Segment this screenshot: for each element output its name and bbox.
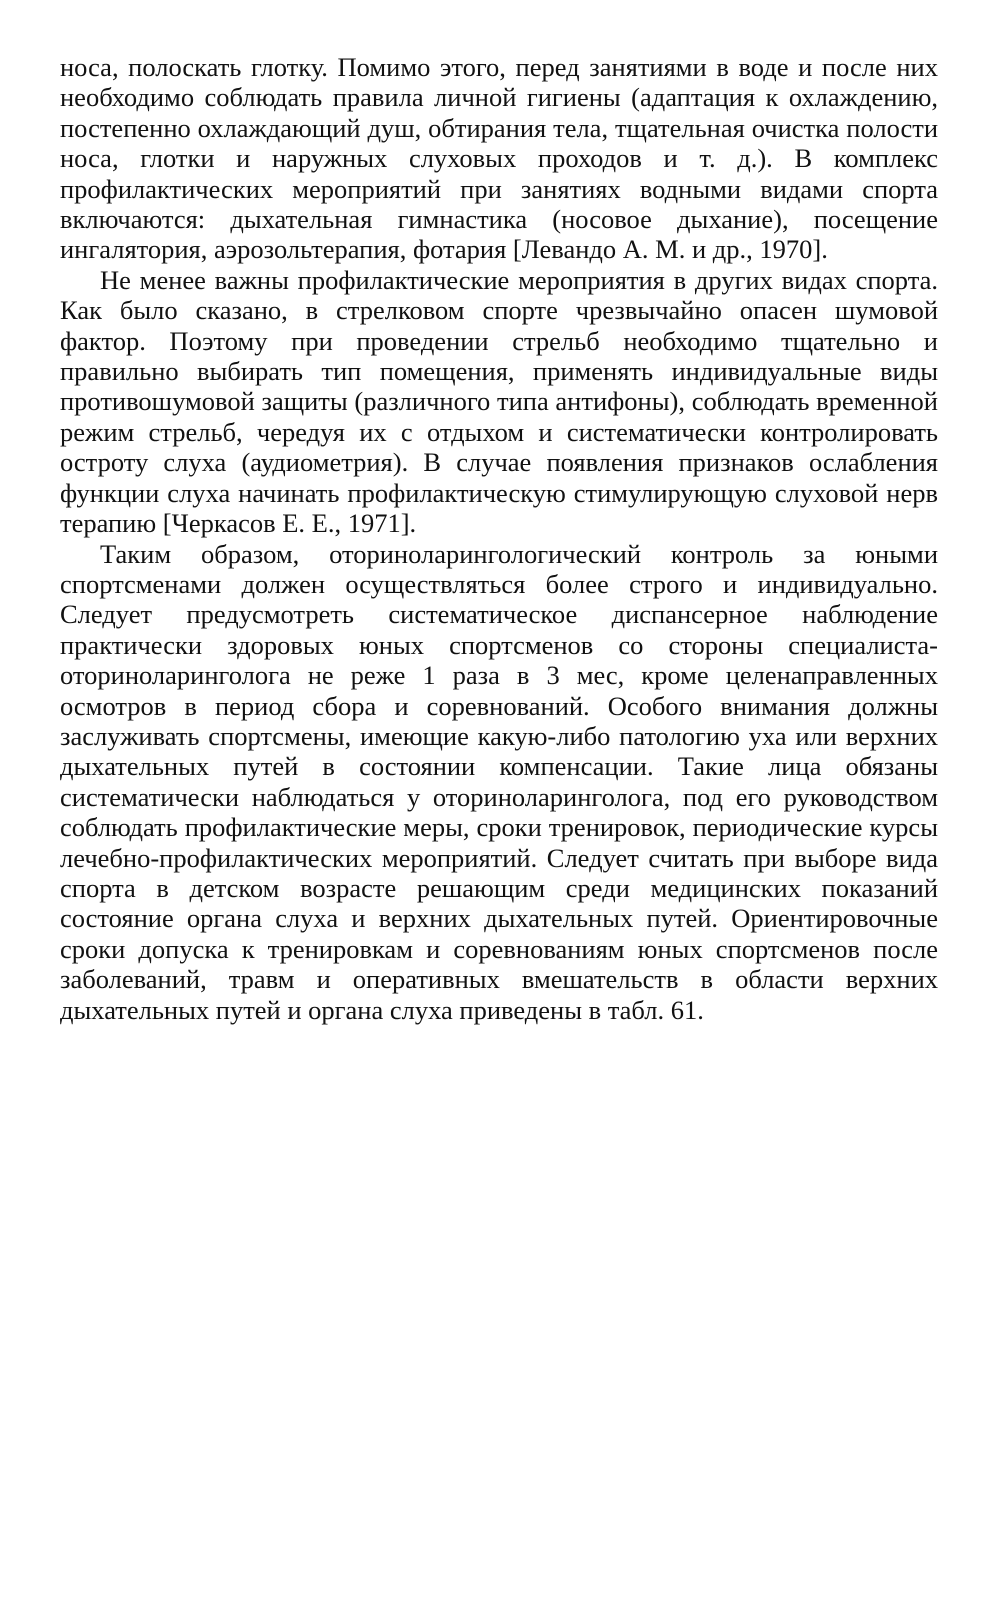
paragraph-3: Таким образом, оториноларингологический контроль за юными спортсменами должен осуществляться более строго и индивидуально. Следует предусмотреть систематическое диспансерное наблюдение практически здоровых юных спортсменов со стороны специалиста-оториноларинголога не реже 1 раза в 3 мес, кроме целенаправленных осмотров в период сбора и соревнований. Особого внимания должны заслуживать спортсмены, имеющие какую-либо патологию уха или верхних дыхательных путей в состоянии компенсации. Такие лица обязаны систематически наблюдаться у оториноларинголога, под его руководством соблюдать профилактические меры, сроки тренировок, периодические курсы лечебно-профилактических мероприятий. Следует считать при выборе вида спорта в детском возрасте решающим среди медицинских показаний состояние органа слуха и верхних дыхательных путей. Ориентировочные сроки допуска к тренировкам и соревнованиям юных спортсменов после заболеваний, травм и оперативных вмешательств в области верхних дыхательных путей и органа слуха приведены в табл. 61. [60, 538, 938, 1025]
paragraph-2: Не менее важны профилактические мероприятия в других видах спорта. Как было сказано, в стрелковом спорте чрезвычайно опасен шумовой фактор. Поэтому при проведении стрельб необходимо тщательно и правильно выбирать тип помещения, применять индивидуальные виды противошумовой защиты (различного типа антифоны), соблюдать временной режим стрельб, чередуя их с отдыхом и систематически контролировать остроту слуха (аудиометрия). В случае появления признаков ослабления функции слуха начинать профилактическую стимулирующую слуховой нерв терапию [Черкасов Е. Е., 1971]. [60, 264, 938, 539]
paragraph-1: носа, полоскать глотку. Помимо этого, перед занятиями в воде и после них необходимо соблюдать правила личной гигиены (адаптация к охлаждению, постепенно охлаждающий душ, обтирания тела, тщательная очистка полости носа, глотки и наружных слуховых проходов и т. д.). В комплекс профилактических мероприятий при занятиях водными видами спорта включаются: дыхательная гимнастика (носовое дыхание), посещение ингалятория, аэрозольтерапия, фотария [Левандо А. М. и др., 1970]. [60, 52, 938, 265]
page-text [60, 52, 938, 1025]
